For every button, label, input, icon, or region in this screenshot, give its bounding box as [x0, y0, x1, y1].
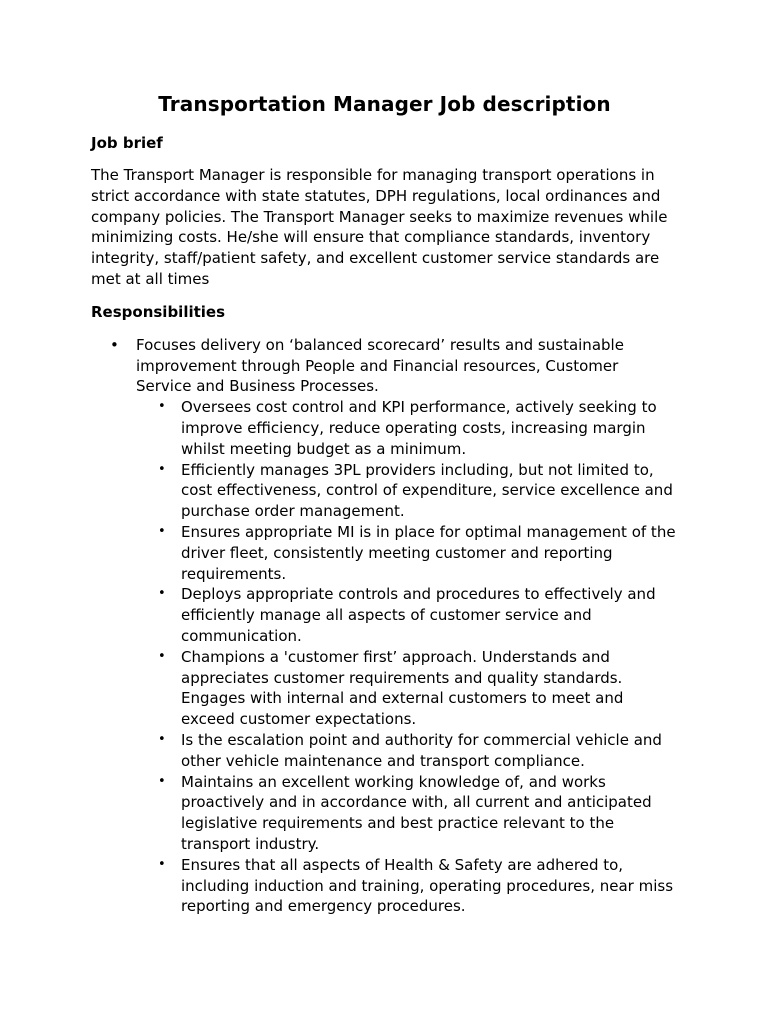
list-item-text: Maintains an excellent working knowledge of, and works proactively and in accordance with, all current and anticipated legislative requirements and best practice relevant to the transport industry.: [181, 772, 652, 853]
list-item-text: Ensures appropriate MI is in place for optimal management of the driver fleet, consistently meeting customer and reporting requirements.: [181, 522, 676, 583]
job-brief-heading: Job brief: [91, 134, 163, 152]
bullet-icon: •: [158, 773, 166, 789]
sub-responsibilities-list: [136, 397, 678, 917]
bullet-icon: •: [158, 856, 166, 872]
list-item-text: Is the escalation point and authority for commercial vehicle and other vehicle maintenance and transport compliance.: [181, 730, 662, 770]
page-title: Transportation Manager Job description: [158, 92, 611, 116]
list-item: [136, 730, 678, 772]
list-item-text: Champions a 'customer first’ approach. Understands and appreciates customer requirements and quality standards. Engages with internal and external customers to meet and exceed customer expectations.: [181, 647, 624, 729]
bullet-icon: •: [158, 461, 166, 477]
bullet-icon: •: [158, 399, 166, 415]
list-item: [136, 397, 678, 459]
list-item-text: Deploys appropriate controls and procedures to effectively and efficiently manage all aspects of customer service and communication.: [181, 585, 656, 645]
list-item: [136, 855, 678, 917]
bullet-icon: •: [158, 586, 166, 602]
list-item-text: Oversees cost control and KPI performance, actively seeking to improve efficiency, reduce operating costs, increasing margin whilst meeting budget as a minimum.: [181, 398, 657, 458]
list-item-text: Ensures that all aspects of Health & Safety are adhered to, including induction and training, operating procedures, near miss reporting and emergency procedures.: [181, 855, 674, 916]
bullet-icon: •: [158, 731, 166, 747]
list-item: [136, 772, 678, 855]
responsibilities-heading: Responsibilities: [91, 302, 226, 321]
bullet-icon: •: [158, 523, 166, 539]
list-item: [136, 522, 678, 584]
list-item: [136, 460, 678, 522]
job-brief-text: The Transport Manager is responsible for managing transport operations in strict accordance with state statutes, DPH regulations, local ordinances and company policies. The Transport Manager seeks to maximize revenues while minimizing costs. He/she will ensure that compliance standards, inventory integrity, staff/patient safety, and excellent customer service standards are met at all times: [91, 166, 668, 288]
list-item-text: Focuses delivery on ‘balanced scorecard’ results and sustainable improvement through People and Financial resources, Customer Service and Business Processes.: [136, 335, 624, 396]
list-item: [136, 647, 678, 730]
list-item: [136, 584, 678, 646]
bullet-icon: •: [158, 648, 166, 664]
list-item: [91, 335, 678, 917]
responsibilities-list: [91, 335, 678, 917]
list-item-text: Efficiently manages 3PL providers including, but not limited to, cost effectiveness, control of expenditure, service excellence and purchase order management.: [181, 460, 673, 521]
bullet-icon: •: [110, 335, 119, 354]
